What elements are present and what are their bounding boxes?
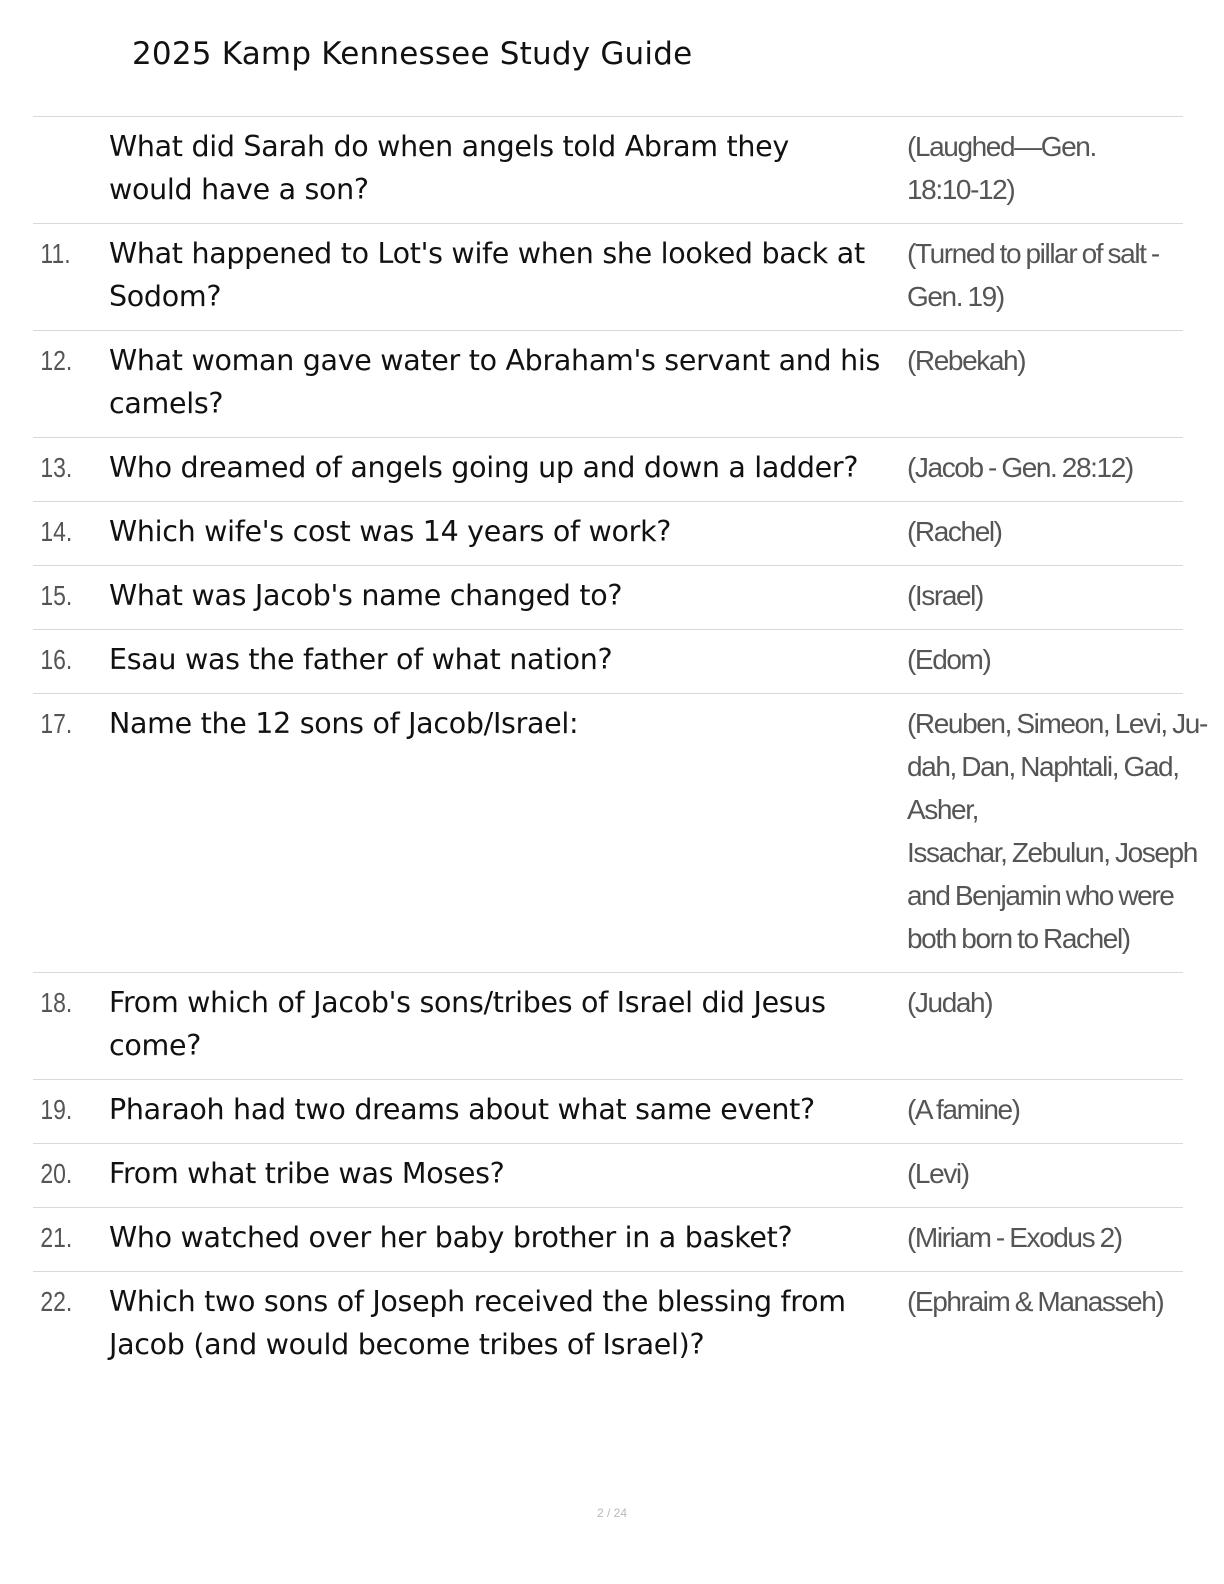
question-line: What happened to Lot's wife when she looked back at	[109, 237, 865, 270]
question-number: 18.	[40, 987, 73, 1018]
answer-line: (Reuben, Simeon, Levi, Ju-	[907, 708, 1207, 739]
question-line: Which two sons of Joseph received the blessing from	[109, 1285, 846, 1318]
answer-text	[907, 1088, 1183, 1131]
table-row	[33, 223, 1183, 330]
study-guide-table	[33, 116, 1207, 1378]
table-row	[33, 1079, 1183, 1143]
answer-line: dah, Dan, Naphtali, Gad,	[907, 751, 1179, 782]
question-line: Jacob (and would become tribes of Israel)?	[109, 1328, 705, 1361]
answer-text	[907, 1152, 1183, 1195]
question-text	[109, 574, 907, 617]
table-row	[33, 1207, 1183, 1271]
question-line: Sodom?	[109, 280, 222, 313]
answer-line: (Rebekah)	[907, 345, 1026, 376]
answer-line: 18:10-12)	[907, 174, 1015, 205]
answer-text	[907, 1216, 1183, 1259]
question-line: From what tribe was Moses?	[109, 1157, 505, 1190]
answer-line: and Benjamin who were	[907, 880, 1174, 911]
answer-text	[907, 702, 1207, 960]
question-number: 15.	[40, 580, 73, 611]
question-text	[109, 510, 907, 553]
question-text	[109, 1152, 907, 1195]
answer-line: (Judah)	[907, 987, 993, 1018]
question-line: camels?	[109, 387, 224, 420]
answer-line: (Levi)	[907, 1158, 969, 1189]
answer-line: (Laughed—Gen.	[907, 131, 1096, 162]
question-text	[109, 702, 907, 745]
answer-text	[907, 339, 1183, 382]
question-text	[109, 1280, 907, 1366]
answer-text	[907, 1280, 1183, 1323]
question-number: 17.	[40, 708, 73, 739]
document-title: 2025 Kamp Kennessee Study Guide	[132, 36, 693, 72]
question-text	[109, 1088, 907, 1131]
answer-text	[907, 981, 1183, 1024]
answer-line: (Turned to pillar of salt -	[907, 238, 1159, 269]
question-line: Esau was the father of what nation?	[109, 643, 613, 676]
question-number: 22.	[40, 1286, 73, 1317]
answer-line: (Miriam - Exodus 2)	[907, 1222, 1122, 1253]
answer-line: Gen. 19)	[907, 281, 1004, 312]
answer-line: Asher,	[907, 794, 978, 825]
answer-line: (Edom)	[907, 644, 991, 675]
answer-line: (Jacob - Gen. 28:12)	[907, 452, 1133, 483]
question-line: What woman gave water to Abraham's servant and his	[109, 344, 881, 377]
question-line: Name the 12 sons of Jacob/Israel:	[109, 707, 579, 740]
table-row	[33, 1143, 1183, 1207]
answer-text	[907, 446, 1183, 489]
question-line: What did Sarah do when angels told Abram they	[109, 130, 789, 163]
answer-text	[907, 510, 1183, 553]
question-number: 20.	[40, 1158, 73, 1189]
page-indicator: 2 / 24	[596, 1506, 628, 1520]
table-row	[33, 629, 1183, 693]
question-line: Pharaoh had two dreams about what same event?	[109, 1093, 815, 1126]
question-text	[109, 125, 907, 211]
question-line: come?	[109, 1029, 202, 1062]
answer-line: (Ephraim & Manasseh)	[907, 1286, 1164, 1317]
table-row	[33, 437, 1183, 501]
question-number: 14.	[40, 516, 73, 547]
answer-text	[907, 638, 1183, 681]
question-text	[109, 339, 907, 425]
question-number: 21.	[40, 1222, 73, 1253]
answer-line: Issachar, Zebulun, Joseph	[907, 837, 1197, 868]
answer-line: both born to Rachel)	[907, 923, 1130, 954]
table-row	[33, 693, 1207, 972]
answer-line: (A famine)	[907, 1094, 1020, 1125]
question-text	[109, 981, 907, 1067]
question-line: Who dreamed of angels going up and down a ladder?	[109, 451, 859, 484]
answer-text	[907, 125, 1183, 211]
question-text	[109, 232, 907, 318]
table-row	[33, 330, 1183, 437]
question-text	[109, 638, 907, 681]
table-row	[33, 116, 1183, 223]
question-number: 11.	[40, 238, 71, 269]
question-text	[109, 446, 907, 489]
question-number: 12.	[40, 345, 73, 376]
answer-line: (Rachel)	[907, 516, 1002, 547]
question-text	[109, 1216, 907, 1259]
table-row	[33, 565, 1183, 629]
question-number: 13.	[40, 452, 73, 483]
question-number: 16.	[40, 644, 73, 675]
table-row	[33, 501, 1183, 565]
answer-text	[907, 232, 1183, 318]
question-line: From which of Jacob's sons/tribes of Israel did Jesus	[109, 986, 826, 1019]
question-line: would have a son?	[109, 173, 369, 206]
table-row	[33, 972, 1183, 1079]
question-number: 19.	[40, 1094, 73, 1125]
question-line: Who watched over her baby brother in a basket?	[109, 1221, 793, 1254]
question-line: What was Jacob's name changed to?	[109, 579, 623, 612]
answer-text	[907, 574, 1183, 617]
table-row	[33, 1271, 1183, 1378]
question-line: Which wife's cost was 14 years of work?	[109, 515, 672, 548]
answer-line: (Israel)	[907, 580, 983, 611]
